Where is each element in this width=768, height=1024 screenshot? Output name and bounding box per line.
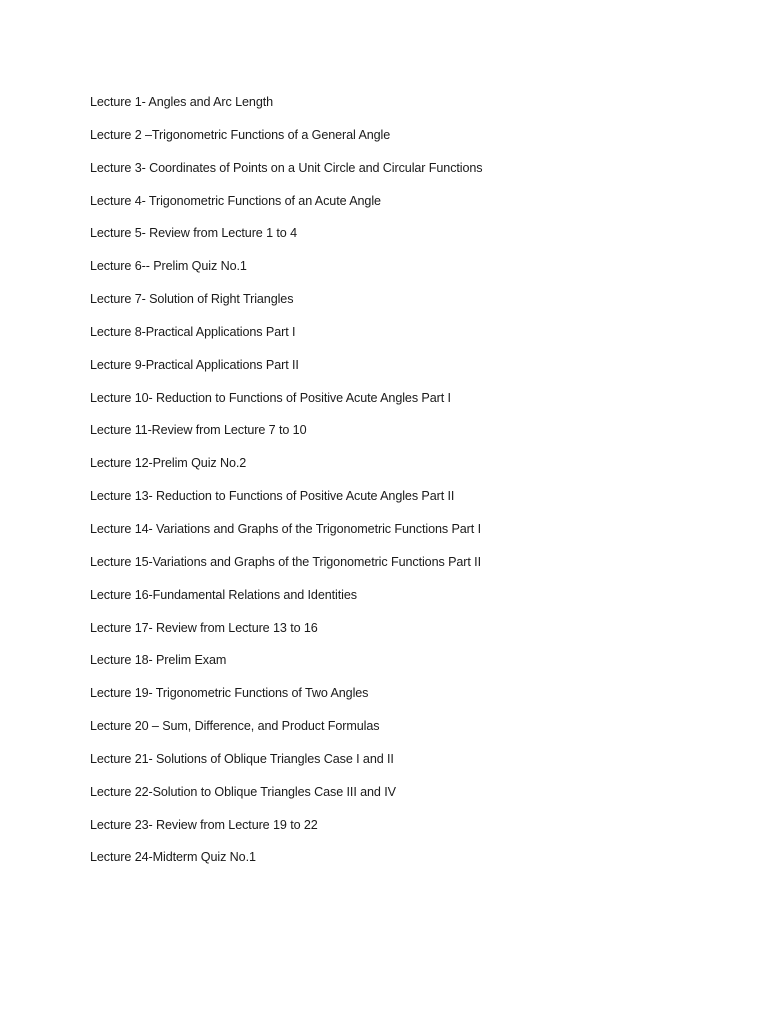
lecture-item: Lecture 18- Prelim Exam <box>90 653 227 668</box>
lecture-item: Lecture 13- Reduction to Functions of Positive Acute Angles Part II <box>90 489 455 504</box>
lecture-item: Lecture 23- Review from Lecture 19 to 22 <box>90 817 318 832</box>
lecture-item: Lecture 15-Variations and Graphs of the Trigonometric Functions Part II <box>90 554 481 569</box>
lecture-item: Lecture 22-Solution to Oblique Triangles Case III and IV <box>90 784 396 799</box>
lecture-item: Lecture 21- Solutions of Oblique Triangles Case I and II <box>90 751 394 766</box>
lecture-item: Lecture 14- Variations and Graphs of the Trigonometric Functions Part I <box>90 521 481 536</box>
lecture-item: Lecture 16-Fundamental Relations and Identities <box>90 587 357 602</box>
lecture-item: Lecture 19- Trigonometric Functions of Two Angles <box>90 686 369 701</box>
lecture-item: Lecture 4- Trigonometric Functions of an Acute Angle <box>90 193 381 208</box>
lecture-item: Lecture 20 – Sum, Difference, and Product Formulas <box>90 719 380 734</box>
lecture-item: Lecture 10- Reduction to Functions of Positive Acute Angles Part I <box>90 390 451 405</box>
lecture-item: Lecture 3- Coordinates of Points on a Unit Circle and Circular Functions <box>90 160 483 175</box>
lecture-item: Lecture 8-Practical Applications Part I <box>90 324 296 339</box>
lecture-item: Lecture 17- Review from Lecture 13 to 16 <box>90 620 318 635</box>
lecture-list <box>90 93 730 881</box>
lecture-item: Lecture 12-Prelim Quiz No.2 <box>90 456 247 471</box>
lecture-item: Lecture 2 –Trigonometric Functions of a General Angle <box>90 127 391 142</box>
lecture-item: Lecture 6-- Prelim Quiz No.1 <box>90 259 247 274</box>
lecture-item: Lecture 24-Midterm Quiz No.1 <box>90 850 256 865</box>
lecture-item: Lecture 5- Review from Lecture 1 to 4 <box>90 226 297 241</box>
lecture-item: Lecture 11-Review from Lecture 7 to 10 <box>90 423 307 438</box>
lecture-item: Lecture 9-Practical Applications Part II <box>90 357 299 372</box>
lecture-item: Lecture 7- Solution of Right Triangles <box>90 292 294 307</box>
lecture-item: Lecture 1- Angles and Arc Length <box>90 95 274 109</box>
